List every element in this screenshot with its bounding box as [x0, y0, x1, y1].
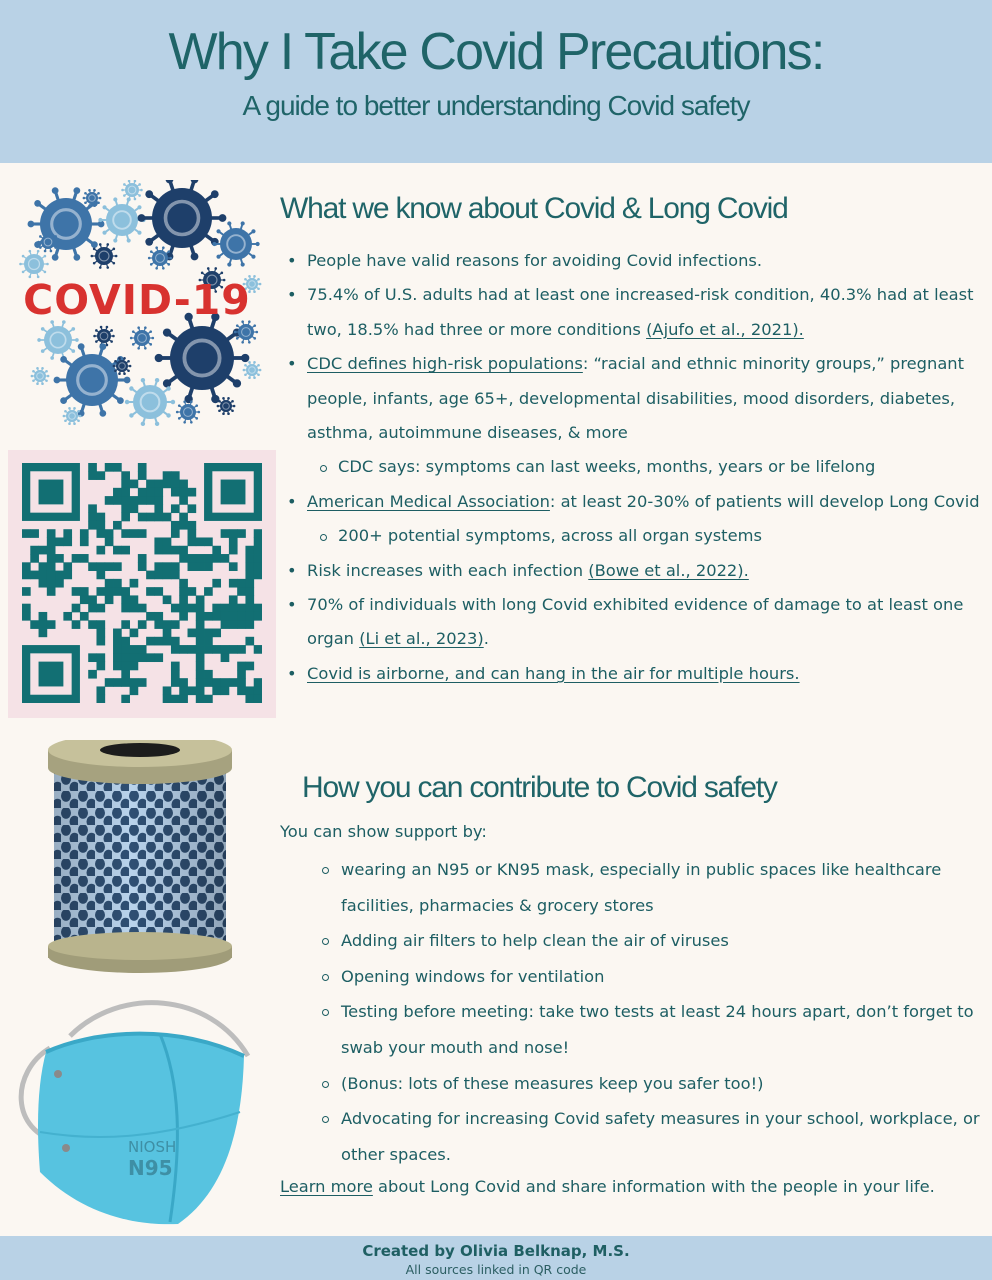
facts-list — [280, 244, 985, 691]
list-item: Advocating for increasing Covid safety measures in your school, workplace, or other spaces. — [280, 1101, 985, 1172]
list-item: • People have valid reasons for avoiding Covid infections. — [280, 244, 985, 278]
list-item: • Risk increases with each infection (Bowe et al., 2022). — [280, 554, 985, 588]
link-bowe-2022[interactable]: (Bowe et al., 2022). — [588, 560, 749, 580]
covid-19-graphic — [12, 180, 262, 430]
link-ajufo-2021[interactable]: (Ajufo et al., 2021). — [646, 319, 804, 339]
list-item — [280, 657, 985, 691]
page-title: Why I Take Covid Precautions: — [168, 23, 824, 81]
sources-note: All sources linked in QR code — [405, 1262, 587, 1277]
support-list — [280, 852, 985, 1172]
mask-label-niosh: NIOSH — [128, 1138, 177, 1156]
learn-more-link[interactable]: Learn more — [280, 1177, 373, 1196]
air-filter-icon — [44, 740, 236, 980]
list-item: (Bonus: lots of these measures keep you safer too!) — [280, 1066, 985, 1102]
list-item: • CDC defines high-risk populations: “racial and ethnic minority groups,” pregnant people, infants, age 65+, developmental disabilities, mood disorders, diabetes, asthma, autoimmune diseases, & more — [280, 347, 985, 450]
link-cdc-high-risk[interactable]: CDC defines high-risk populations — [307, 354, 583, 374]
sub-list-item: CDC says: symptoms can last weeks, months, years or be lifelong — [280, 450, 985, 484]
page-subtitle: A guide to better understanding Covid safety — [242, 90, 750, 121]
mask-label-n95: N95 — [128, 1156, 173, 1180]
air-filter-image — [44, 740, 236, 980]
section-title-what-we-know: What we know about Covid & Long Covid — [280, 192, 788, 225]
list-item: • 70% of individuals with long Covid exhibited evidence of damage to at least one organ (Li et al., 2023). — [280, 588, 985, 657]
list-item: Testing before meeting: take two tests at least 24 hours apart, don’t forget to swab your mouth and nose! — [280, 994, 985, 1065]
link-ama[interactable]: American Medical Association — [307, 491, 550, 511]
link-li-2023[interactable]: (Li et al., 2023) — [359, 629, 484, 649]
section-title-contribute: How you can contribute to Covid safety — [302, 771, 777, 804]
list-item: • American Medical Association: at least 20-30% of patients will develop Long Covid — [280, 485, 985, 519]
list-item: • 75.4% of U.S. adults had at least one increased-risk condition, 40.3% had at least two, 18.5% had three or more conditions (Ajufo et al., 2021). — [280, 278, 985, 347]
learn-more-line: Learn more about Long Covid and share information with the people in your life. — [280, 1177, 935, 1196]
n95-mask-image — [10, 992, 272, 1232]
link-covid-airborne[interactable]: Covid is airborne, and can hang in the air for multiple hours. — [307, 663, 800, 683]
qr-code-icon[interactable] — [22, 463, 262, 703]
list-item: Adding air filters to help clean the air of viruses — [280, 923, 985, 959]
covid-19-text: COVID-19 — [23, 276, 251, 324]
list-item: Opening windows for ventilation — [280, 959, 985, 995]
qr-code[interactable] — [8, 450, 276, 718]
header-banner — [0, 0, 992, 163]
list-item: wearing an N95 or KN95 mask, especially in public spaces like healthcare facilities, pharmacies & grocery stores — [280, 852, 985, 923]
author-credit: Created by Olivia Belknap, M.S. — [362, 1242, 630, 1260]
n95-mask-icon — [10, 992, 272, 1232]
footer-banner — [0, 1236, 992, 1280]
support-intro: You can show support by: — [280, 822, 487, 841]
sub-list-item: 200+ potential symptoms, across all organ systems — [280, 519, 985, 553]
